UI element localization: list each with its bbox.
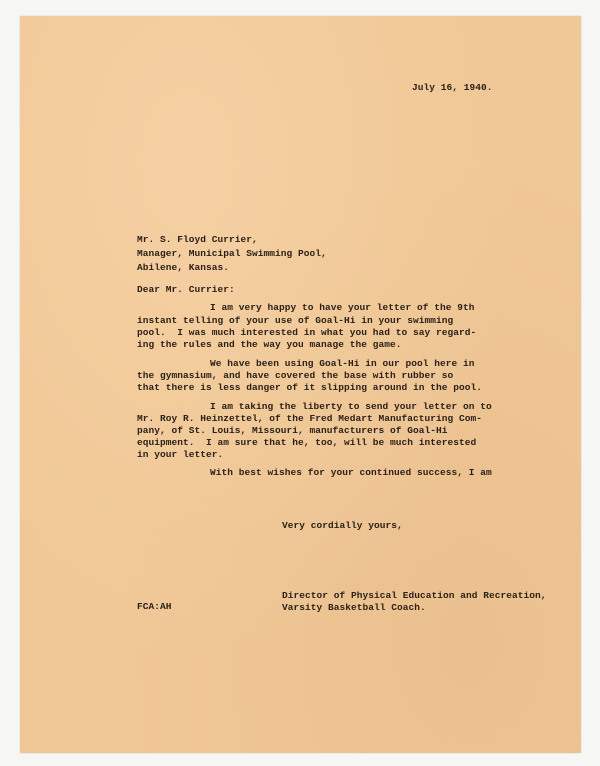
body-line: We have been using Goal-Hi in our pool here in [210, 358, 475, 369]
body-line: I am taking the liberty to send your letter on to [210, 401, 492, 412]
body-line: pany, of St. Louis, Missouri, manufacturers of Goal-Hi [137, 425, 448, 436]
letter-date: July 16, 1940. [412, 82, 493, 93]
body-line: Mr. Roy R. Heinzettel, of the Fred Medart Manufacturing Com- [137, 413, 483, 424]
body-line: in your letter. [137, 449, 224, 460]
recipient-line: Manager, Municipal Swimming Pool, [137, 248, 327, 259]
body-line: I am very happy to have your letter of the 9th [210, 302, 475, 313]
body-line: pool. I was much interested in what you had to say regard- [137, 327, 477, 338]
body-line: that there is less danger of it slipping around in the pool. [137, 382, 483, 393]
recipient-line: Mr. S. Floyd Currier, [137, 234, 258, 245]
letter-page [20, 16, 581, 753]
typist-initials: FCA:AH [137, 601, 172, 612]
closing: Very cordially yours, [282, 520, 403, 531]
recipient-line: Abilene, Kansas. [137, 262, 230, 273]
signature-title: Varsity Basketball Coach. [282, 602, 426, 613]
body-line: instant telling of your use of Goal-Hi in your swimming [137, 315, 454, 326]
body-line: equipment. I am sure that he, too, will be much interested [137, 437, 477, 448]
body-line: the gymnasium, and have covered the base with rubber so [137, 370, 454, 381]
body-line: ing the rules and the way you manage the game. [137, 339, 402, 350]
salutation: Dear Mr. Currier: [137, 284, 235, 295]
body-line: With best wishes for your continued success, I am [210, 467, 492, 478]
signature-title: Director of Physical Education and Recreation, [282, 590, 547, 601]
